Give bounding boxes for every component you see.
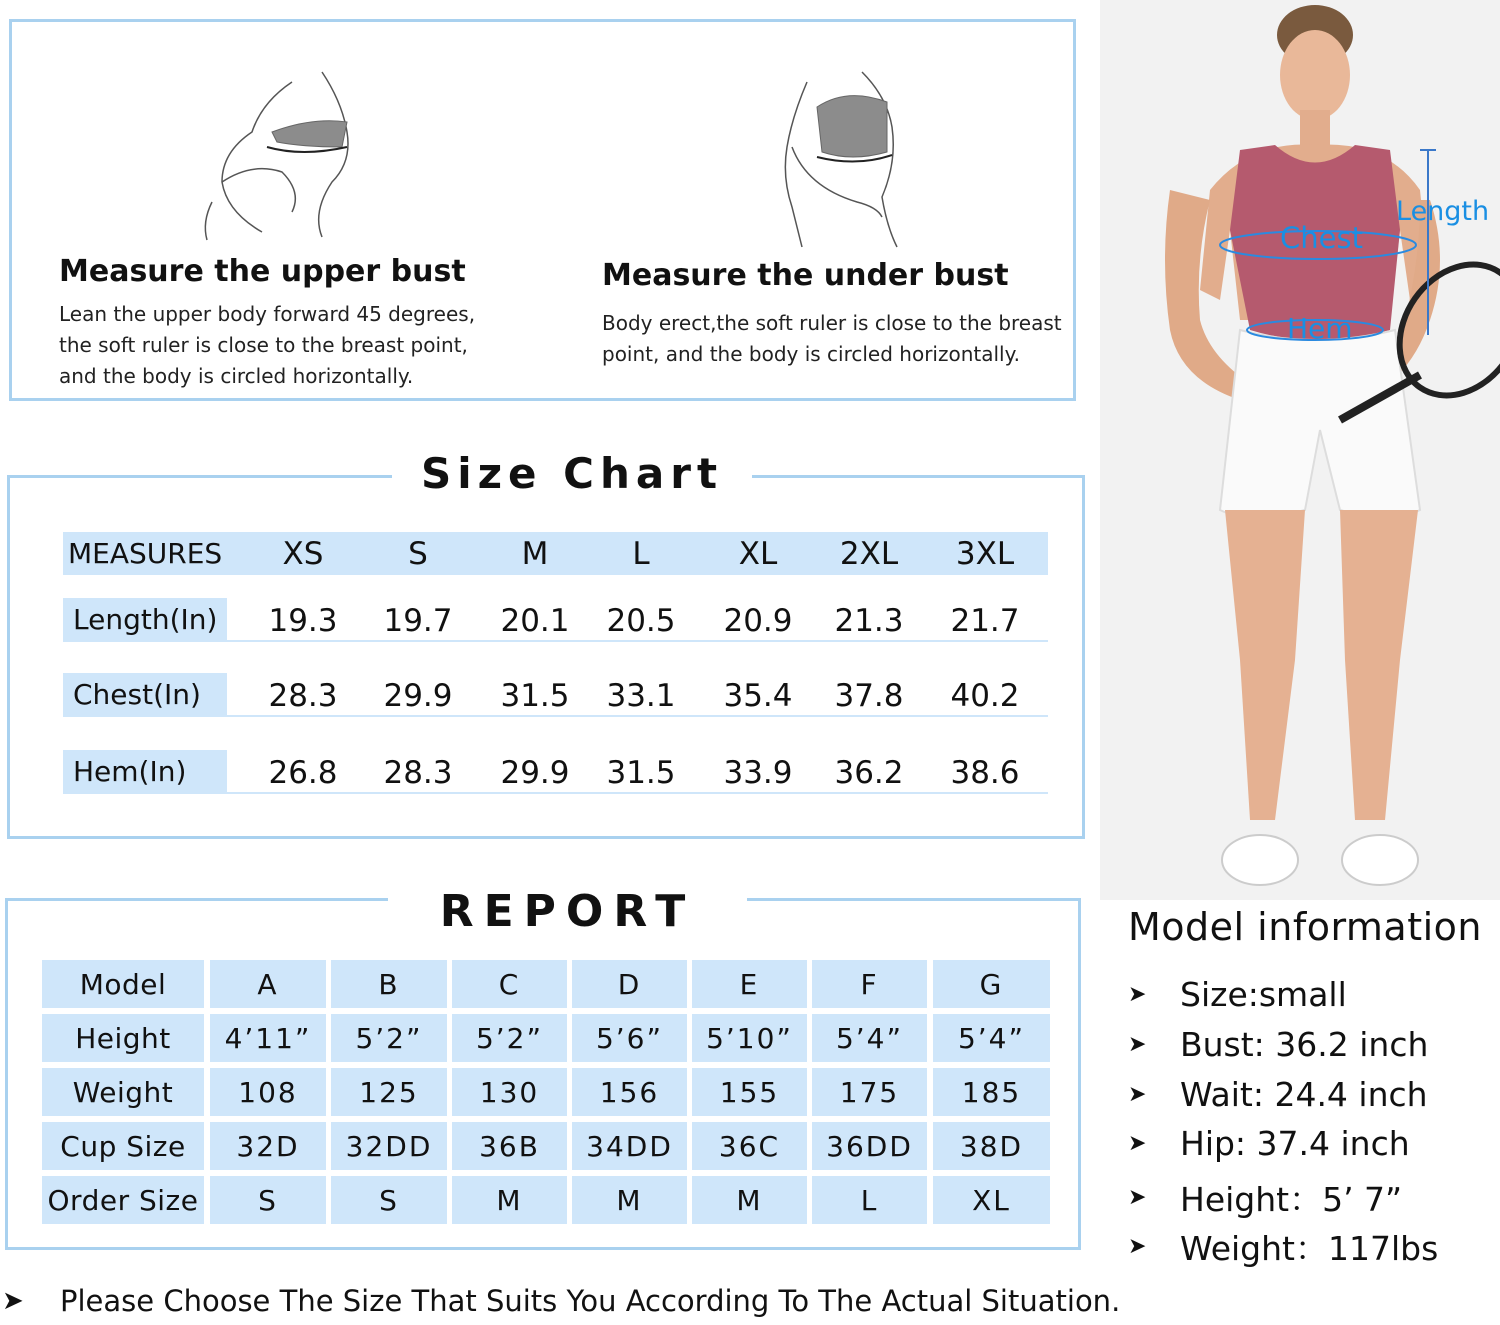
report-header-model-id: F	[812, 960, 927, 1008]
size-chart-value: 37.8	[834, 678, 904, 714]
report-value: 4’11”	[210, 1014, 326, 1062]
size-chart-frame-top-right	[752, 475, 1085, 478]
report-row-label: Height	[42, 1014, 204, 1062]
report-value: 36DD	[812, 1122, 927, 1170]
size-chart-header-size: 2XL	[839, 535, 899, 572]
upper-bust-line: Lean the upper body forward 45 degrees,	[59, 302, 476, 326]
model-info-item	[1128, 1075, 1428, 1114]
report-header-model-id: C	[452, 960, 567, 1008]
size-chart-value: 21.3	[834, 603, 904, 639]
size-chart-value: 28.3	[268, 678, 338, 714]
model-info-title: Model information	[1128, 905, 1482, 949]
size-chart-row-label: Hem(In)	[63, 750, 227, 792]
report-header-model-id: E	[692, 960, 807, 1008]
report-value: 155	[692, 1068, 807, 1116]
photo-label-hem: Hem	[1287, 312, 1353, 345]
report-value: 38D	[933, 1122, 1050, 1170]
arrow-right-icon: ➤	[1128, 1131, 1147, 1156]
report-value: 125	[331, 1068, 447, 1116]
report-header-model-id: D	[572, 960, 687, 1008]
arrow-right-icon: ➤	[1128, 1234, 1147, 1259]
report-value: 5’2”	[331, 1014, 447, 1062]
report-value: 36B	[452, 1122, 567, 1170]
size-chart-row-label: Length(In)	[63, 598, 227, 640]
upper-bust-line: and the body is circled horizontally.	[59, 364, 414, 388]
size-chart-value: 28.3	[383, 755, 453, 791]
report-row-label: Cup Size	[42, 1122, 204, 1170]
report-value: 36C	[692, 1122, 807, 1170]
size-chart-value: 19.3	[268, 603, 338, 639]
size-chart-header-size: XS	[282, 535, 324, 572]
report-frame-top-right	[747, 898, 1081, 901]
size-chart-value: 36.2	[834, 755, 904, 791]
upper-bust-description	[59, 299, 475, 392]
report-value: 32D	[210, 1122, 326, 1170]
report-value: 130	[452, 1068, 567, 1116]
report-frame-top-left	[5, 898, 388, 901]
report-value: M	[572, 1176, 687, 1224]
arrow-right-icon: ➤	[1128, 1032, 1147, 1057]
size-chart-value: 40.2	[950, 678, 1020, 714]
model-info-item	[1128, 1025, 1428, 1064]
model-info-item	[1128, 1174, 1402, 1221]
model-info-text: Wait: 24.4 inch	[1180, 1075, 1428, 1114]
under-bust-title: Measure the under bust	[602, 258, 1009, 293]
model-info-text: Height：5’ 7”	[1180, 1180, 1403, 1219]
model-info-item	[1128, 1223, 1438, 1270]
size-chart-value: 20.1	[500, 603, 570, 639]
size-chart-header-measures: MEASURES	[68, 537, 223, 570]
photo-label-length: Length	[1396, 196, 1490, 227]
size-chart-value: 19.7	[383, 603, 453, 639]
report-value: 108	[210, 1068, 326, 1116]
report-value: 5’4”	[933, 1014, 1050, 1062]
size-chart-header-size: S	[408, 535, 428, 572]
report-value: S	[210, 1176, 326, 1224]
report-value: M	[452, 1176, 567, 1224]
report-value: 34DD	[572, 1122, 687, 1170]
under-bust-description	[602, 308, 1062, 370]
size-chart-value: 31.5	[500, 678, 570, 714]
report-value: L	[812, 1176, 927, 1224]
report-value: 5’10”	[692, 1014, 807, 1062]
under-bust-line: Body erect,the soft ruler is close to the breast	[602, 311, 1062, 335]
model-info-text: Weight：117lbs	[1180, 1229, 1439, 1268]
arrow-right-icon: ➤	[2, 1286, 24, 1316]
size-chart-value: 29.9	[383, 678, 453, 714]
measure-panel	[9, 19, 1076, 401]
report-value: M	[692, 1176, 807, 1224]
size-chart-value: 31.5	[606, 755, 676, 791]
size-chart-value: 33.1	[606, 678, 676, 714]
report-header-model-id: B	[331, 960, 447, 1008]
size-chart-title: Size Chart	[392, 449, 752, 498]
size-chart-value: 35.4	[723, 678, 793, 714]
report-title: REPORT	[388, 886, 747, 937]
size-chart-header-size: M	[521, 535, 549, 572]
size-chart-value: 20.9	[723, 603, 793, 639]
size-chart-value: 21.7	[950, 603, 1020, 639]
size-chart-value: 29.9	[500, 755, 570, 791]
report-value: 32DD	[331, 1122, 447, 1170]
report-value: XL	[933, 1176, 1050, 1224]
report-value: 5’6”	[572, 1014, 687, 1062]
size-chart-row-label: Chest(In)	[63, 673, 227, 715]
report-value: 5’4”	[812, 1014, 927, 1062]
photo-label-chest: Chest	[1280, 221, 1363, 255]
model-info-item	[1128, 975, 1347, 1014]
report-value: S	[331, 1176, 447, 1224]
size-chart-header-size: 3XL	[955, 535, 1015, 572]
size-chart-value: 20.5	[606, 603, 676, 639]
size-chart-value: 38.6	[950, 755, 1020, 791]
arrow-right-icon: ➤	[1128, 1082, 1147, 1107]
report-value: 175	[812, 1068, 927, 1116]
arrow-right-icon: ➤	[1128, 982, 1147, 1007]
upper-bust-illustration	[182, 62, 382, 242]
footer-text: Please Choose The Size That Suits You According To The Actual Situation.	[60, 1284, 1121, 1318]
footer-note	[0, 1284, 1120, 1318]
model-info-text: Bust: 36.2 inch	[1180, 1025, 1429, 1064]
under-bust-illustration	[767, 67, 927, 252]
model-info-text: Hip: 37.4 inch	[1180, 1124, 1410, 1163]
upper-bust-line: the soft ruler is close to the breast point,	[59, 333, 468, 357]
report-value: 5’2”	[452, 1014, 567, 1062]
upper-bust-title: Measure the upper bust	[59, 254, 466, 289]
report-row-label: Weight	[42, 1068, 204, 1116]
model-info-item	[1128, 1124, 1410, 1163]
size-chart-frame-top-left	[7, 475, 392, 478]
report-header-model-id: G	[933, 960, 1050, 1008]
report-row-label: Order Size	[42, 1176, 204, 1224]
arrow-right-icon: ➤	[1128, 1185, 1147, 1210]
report-header-model: Model	[42, 960, 204, 1008]
size-chart-header-size: L	[632, 535, 650, 572]
under-bust-line: point, and the body is circled horizontally.	[602, 342, 1020, 366]
size-chart-value: 26.8	[268, 755, 338, 791]
model-info-text: Size:small	[1180, 975, 1347, 1014]
report-header-model-id: A	[210, 960, 326, 1008]
size-chart-header-size: XL	[738, 535, 778, 572]
model-photo	[1100, 0, 1500, 900]
report-value: 156	[572, 1068, 687, 1116]
size-chart-value: 33.9	[723, 755, 793, 791]
report-value: 185	[933, 1068, 1050, 1116]
